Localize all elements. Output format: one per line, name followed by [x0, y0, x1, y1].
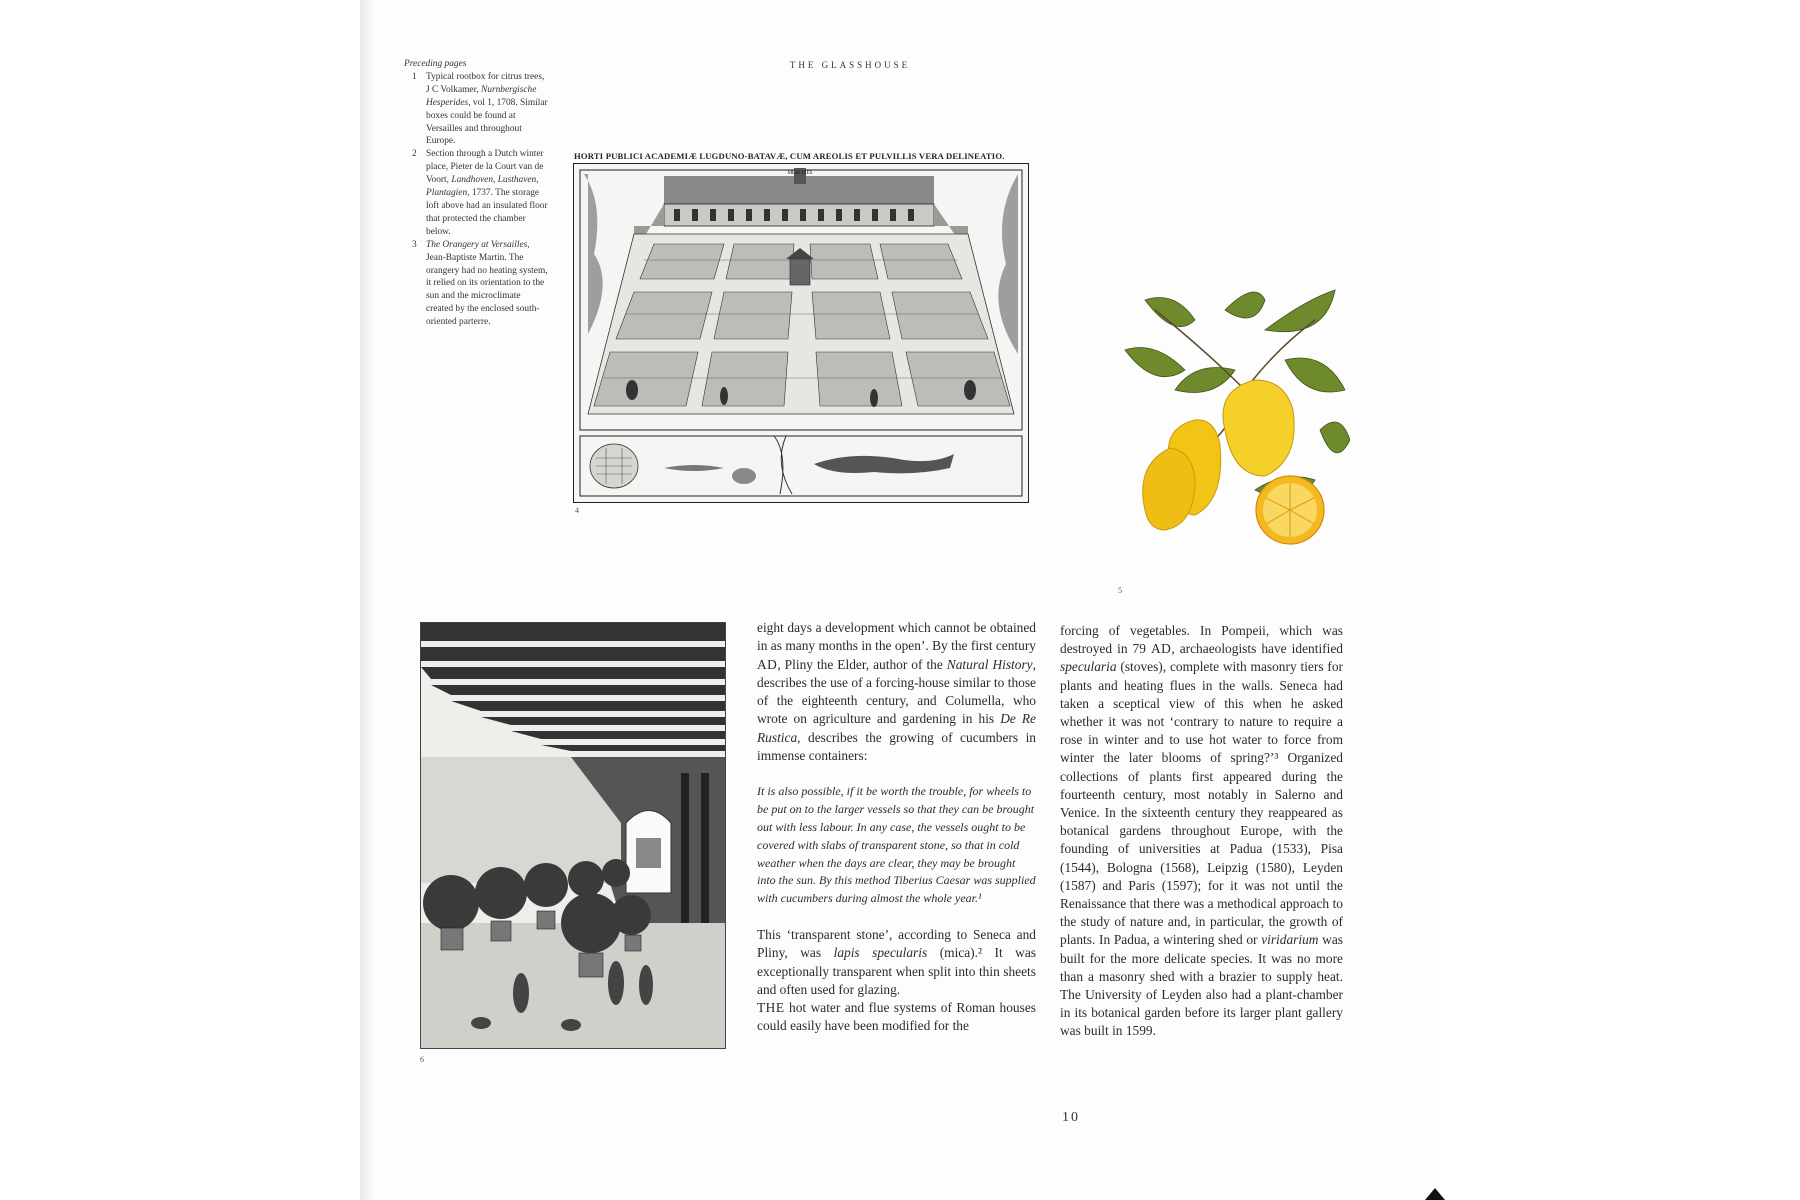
text-run: (mica).² It was exceptionally transparent when split into thin sheets and often used for glazing.	[757, 945, 1036, 997]
text-run: , Pliny the Elder, author of the	[777, 656, 947, 672]
text-run: , 1737. The storage loft above had an insulated floor that protected the chamber below.	[426, 188, 548, 237]
corner-mark	[1425, 1188, 1445, 1200]
italic-run: De Re Rustica	[757, 711, 1036, 745]
leiden-garden-engraving	[573, 163, 1029, 503]
binding-shadow	[360, 0, 374, 1200]
text-run: hot water and flue systems of Roman houses could easily have been modified for the	[757, 1000, 1036, 1034]
small-caps-run: AD	[1150, 641, 1172, 657]
text-run: This ‘transparent stone’, according to Seneca and Pliny, was	[757, 926, 1036, 961]
orangery-illustration	[421, 623, 725, 1048]
orangery-interior-engraving	[420, 622, 726, 1049]
text-run: eight days a development which cannot be obtained in as many months in the open’. By the first century	[757, 620, 1036, 654]
caption-number: 3	[412, 239, 417, 250]
middle-paragraph-2	[757, 926, 1036, 999]
columella-quote: It is also possible, if it be worth the trouble, for wheels to be put on to the larger vessels so that they can be brought out with less labour. In any case, the vessels ought to be covered with slabs of transparent stone, so that in cold weather when the days are clear, they may be brought into the sun. By this method Tiberius Caesar was supplied with cucumbers during almost the whole year.¹	[757, 784, 1036, 906]
caption-number: 2	[412, 149, 417, 160]
text-run: , describes the growing of cucumbers in immense containers:	[757, 729, 1036, 764]
caption-item	[404, 148, 554, 238]
text-run: (stoves), complete with masonry tiers for plants and heating flues in the walls. Seneca had taken a sceptical view of this when he asked whether it was not ‘contrary to nature to require a rose in winter and to use hot water to force from winter the later blooms of spring?’³ Organized collections of plants first appeared during the fourteenth century, most notably in Salerno and Venice. In the sixteenth century they reappeared as botanical gardens throughout Europe, with the founding of universities at Padua (1533), Pisa (1544), Bologna (1568), Leipzig (1580), Leyden (1587) and Paris (1597); for it was not until the Renaissance that there was a methodical approach to the study of nature and, in particular, the growth of plants. In Padua, a wintering shed or	[1060, 659, 1343, 948]
italic-run: lapis specularis	[833, 945, 928, 961]
right-paragraph-1	[1060, 622, 1343, 1041]
figure-number-4: 4	[575, 506, 579, 515]
caption-item	[404, 239, 554, 329]
citron-botanical-illustration	[1115, 280, 1350, 580]
text-column-right	[1060, 622, 1343, 1041]
meridies-label: MERI DIES	[787, 171, 813, 176]
italic-run: Natural History	[946, 656, 1033, 672]
caption-text	[426, 71, 554, 148]
text-run: , Jean-Baptiste Martin. The orangery had no heating system, it relied on its orientation to the sun and the microclimate created by the enclosed south-oriented parterre.	[426, 239, 548, 328]
lemon-illustration	[1115, 280, 1350, 580]
middle-paragraph-3	[757, 999, 1036, 1036]
text-run: was built for the more delicate species. It was no more than a masonry shed with a brazier to supply heat. The University of Leyden also had a plant-chamber in its botanical garden before its larger plant gallery was built in 1599.	[1060, 932, 1343, 1039]
figure-number-6: 6	[420, 1055, 424, 1064]
italic-run: viridarium	[1261, 932, 1319, 948]
text-column-middle	[757, 619, 1036, 1036]
caption-item	[404, 71, 554, 148]
caption-number: 1	[412, 71, 417, 82]
small-caps-run: AD	[757, 656, 778, 672]
middle-paragraph-1	[757, 619, 1036, 765]
text-run: Section through a Dutch winter place, Pieter de la Court van de Voort,	[426, 149, 544, 186]
italic-run: The Orangery at Versailles	[426, 239, 528, 250]
text-run: , describes the use of a forcing-house similar to those of the eighteenth century, and Columella, who wrote on agriculture and gardening in his	[757, 656, 1036, 727]
caption-list	[404, 71, 554, 329]
engraving-inscription: HORTI PUBLICI ACADEMIÆ LUGDUNO-BATAVÆ, CUM AREOLIS ET PULVILLIS VERA DELINEATIO.	[574, 151, 1005, 161]
caption-header: Preceding pages	[404, 59, 467, 69]
text-run: , archaeologists have identified	[1171, 641, 1343, 657]
text-run: , vol 1, 1708. Similar boxes could be found at Versailles and throughout Europe.	[426, 97, 548, 147]
italic-run: Landhoven, Lusthaven, Plantagien	[426, 175, 539, 199]
text-run: Typical rootbox for citrus trees, J C Volkamer,	[426, 71, 545, 95]
running-head: THE GLASSHOUSE	[789, 60, 911, 70]
italic-run: specularia	[1060, 659, 1117, 675]
small-caps-run: THE	[757, 1000, 785, 1016]
italic-run: Nurnbergische Hesperides	[426, 84, 537, 108]
text-run: forcing of vegetables. In Pompeii, which was destroyed in 79	[1060, 623, 1343, 657]
caption-text	[426, 239, 554, 329]
page-number: 10	[1062, 1110, 1080, 1125]
engraving-illustration	[574, 164, 1028, 502]
figure-number-5: 5	[1118, 586, 1122, 595]
caption-text	[426, 148, 554, 238]
caption-block	[404, 58, 554, 329]
